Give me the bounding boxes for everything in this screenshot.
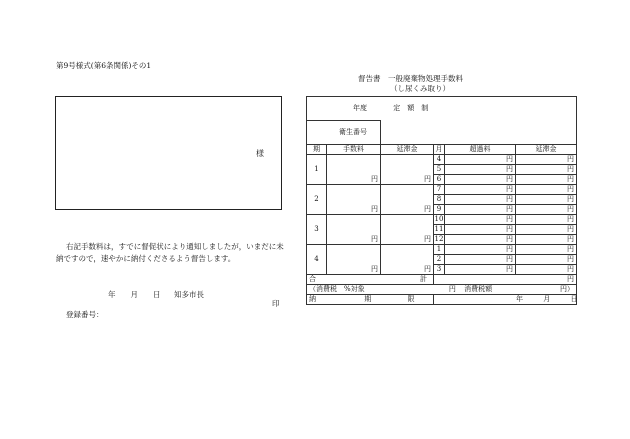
deadline-month: 月	[543, 295, 551, 303]
document-title: 督告書 一般廃棄物処理手数料	[358, 74, 463, 83]
month-cell: 5	[434, 165, 445, 175]
header-fee: 手数料	[327, 145, 381, 155]
deadline-label-1: 納	[309, 295, 316, 303]
header-excess-fee: 超過料	[445, 145, 516, 155]
tax-row	[307, 285, 577, 295]
excess-fee-cell: 円	[445, 205, 516, 215]
yen-unit: 円	[371, 205, 378, 213]
excess-fee-cell: 円	[445, 175, 516, 185]
fee-cell	[327, 155, 381, 185]
issue-date: 年 月 日	[108, 290, 161, 299]
late-fee-2-cell: 円	[516, 175, 577, 185]
late-fee-2-cell: 円	[516, 265, 577, 275]
month-cell: 9	[434, 205, 445, 215]
form-number: 第9号様式(第6条関係)その1	[56, 61, 152, 70]
header-row	[307, 145, 577, 155]
yen-unit: 円	[371, 265, 378, 273]
excess-fee-cell: 円	[445, 195, 516, 205]
month-cell: 1	[434, 245, 445, 255]
excess-fee-cell: 円	[445, 235, 516, 245]
yen-unit: 円	[424, 235, 431, 243]
yen-unit: 円	[424, 175, 431, 183]
reminder-message: 右記手数料は，すでに督促状により通知しましたが，いまだに未納ですので，速やかに納付くださるよう督告します。	[56, 242, 284, 263]
late-fee-cell	[381, 245, 434, 275]
table-row	[307, 245, 577, 255]
excess-fee-cell: 円	[445, 265, 516, 275]
late-fee-2-cell: 円	[516, 235, 577, 245]
late-fee-2-cell: 円	[516, 245, 577, 255]
late-fee-cell	[381, 215, 434, 245]
deadline-label-2: 期	[364, 295, 372, 303]
header-late-fee-2: 延滞金	[516, 145, 577, 155]
late-fee-2-cell: 円	[516, 205, 577, 215]
fee-cell	[327, 185, 381, 215]
excess-fee-cell: 円	[445, 155, 516, 165]
month-cell: 7	[434, 185, 445, 195]
late-fee-2-cell: 円	[516, 215, 577, 225]
late-fee-cell	[381, 155, 434, 185]
header-month: 月	[435, 145, 443, 153]
tax-amount-label: 消費税額	[464, 285, 493, 293]
addressee-suffix: 様	[256, 149, 264, 158]
address-box	[55, 96, 282, 210]
total-row	[307, 275, 577, 285]
excess-fee-cell: 円	[445, 255, 516, 265]
table-row	[307, 155, 577, 165]
fee-table	[306, 96, 577, 305]
yen-unit: 円	[371, 235, 378, 243]
late-fee-2-cell: 円	[516, 225, 577, 235]
tax-close: 円）	[560, 285, 575, 293]
tax-rate-label: （消費税 %対象	[309, 285, 365, 293]
period-label: 3	[307, 215, 327, 245]
month-cell: 11	[434, 225, 444, 233]
sanitation-no-value	[381, 121, 577, 145]
late-fee-2-cell: 円	[516, 195, 577, 205]
header-period: 期	[307, 145, 327, 155]
registration-number-label: 登録番号：	[66, 310, 104, 319]
issuer-name: 知多市長	[174, 290, 204, 299]
tax-base-yen: 円	[448, 285, 456, 293]
fiscal-year-row	[307, 97, 577, 121]
deadline-label-3: 限	[407, 295, 415, 303]
period-label: 4	[307, 245, 327, 275]
month-cell: 3	[434, 265, 445, 275]
total-amount: 円	[434, 275, 577, 285]
deadline-year: 年	[516, 295, 523, 303]
seal-mark: 印	[272, 299, 280, 308]
month-cell: 4	[434, 155, 445, 165]
excess-fee-cell: 円	[445, 225, 516, 235]
excess-fee-cell: 円	[445, 215, 516, 225]
late-fee-2-cell: 円	[516, 165, 577, 175]
fee-cell	[327, 215, 381, 245]
fiscal-year-label: 年度	[353, 104, 367, 112]
period-label: 1	[307, 155, 327, 185]
month-cell: 10	[434, 215, 444, 223]
deadline-row	[307, 295, 577, 305]
month-cell: 12	[434, 235, 444, 243]
period-label: 2	[307, 185, 327, 215]
excess-fee-cell: 円	[445, 245, 516, 255]
document-subtitle: （し尿くみ取り）	[390, 84, 450, 93]
month-cell: 8	[434, 195, 445, 205]
yen-unit: 円	[424, 265, 431, 273]
total-label-1: 合	[309, 275, 316, 283]
excess-fee-cell: 円	[445, 165, 516, 175]
sanitation-no-row	[307, 121, 577, 145]
table-row	[307, 215, 577, 225]
late-fee-2-cell: 円	[516, 155, 577, 165]
fixed-amount-label: 定 額 制	[393, 104, 429, 112]
late-fee-cell	[381, 185, 434, 215]
deadline-day: 日	[570, 295, 578, 303]
late-fee-2-cell: 円	[516, 185, 577, 195]
late-fee-2-cell: 円	[516, 255, 577, 265]
yen-unit: 円	[424, 205, 431, 213]
fee-cell	[327, 245, 381, 275]
month-cell: 2	[434, 255, 445, 265]
yen-unit: 円	[371, 175, 378, 183]
total-label-2: 計	[420, 275, 427, 283]
excess-fee-cell: 円	[445, 185, 516, 195]
month-cell: 6	[434, 175, 445, 185]
header-late-fee: 延滞金	[381, 145, 434, 155]
sanitation-no-label: 衛生番号	[339, 128, 367, 136]
table-row	[307, 185, 577, 195]
